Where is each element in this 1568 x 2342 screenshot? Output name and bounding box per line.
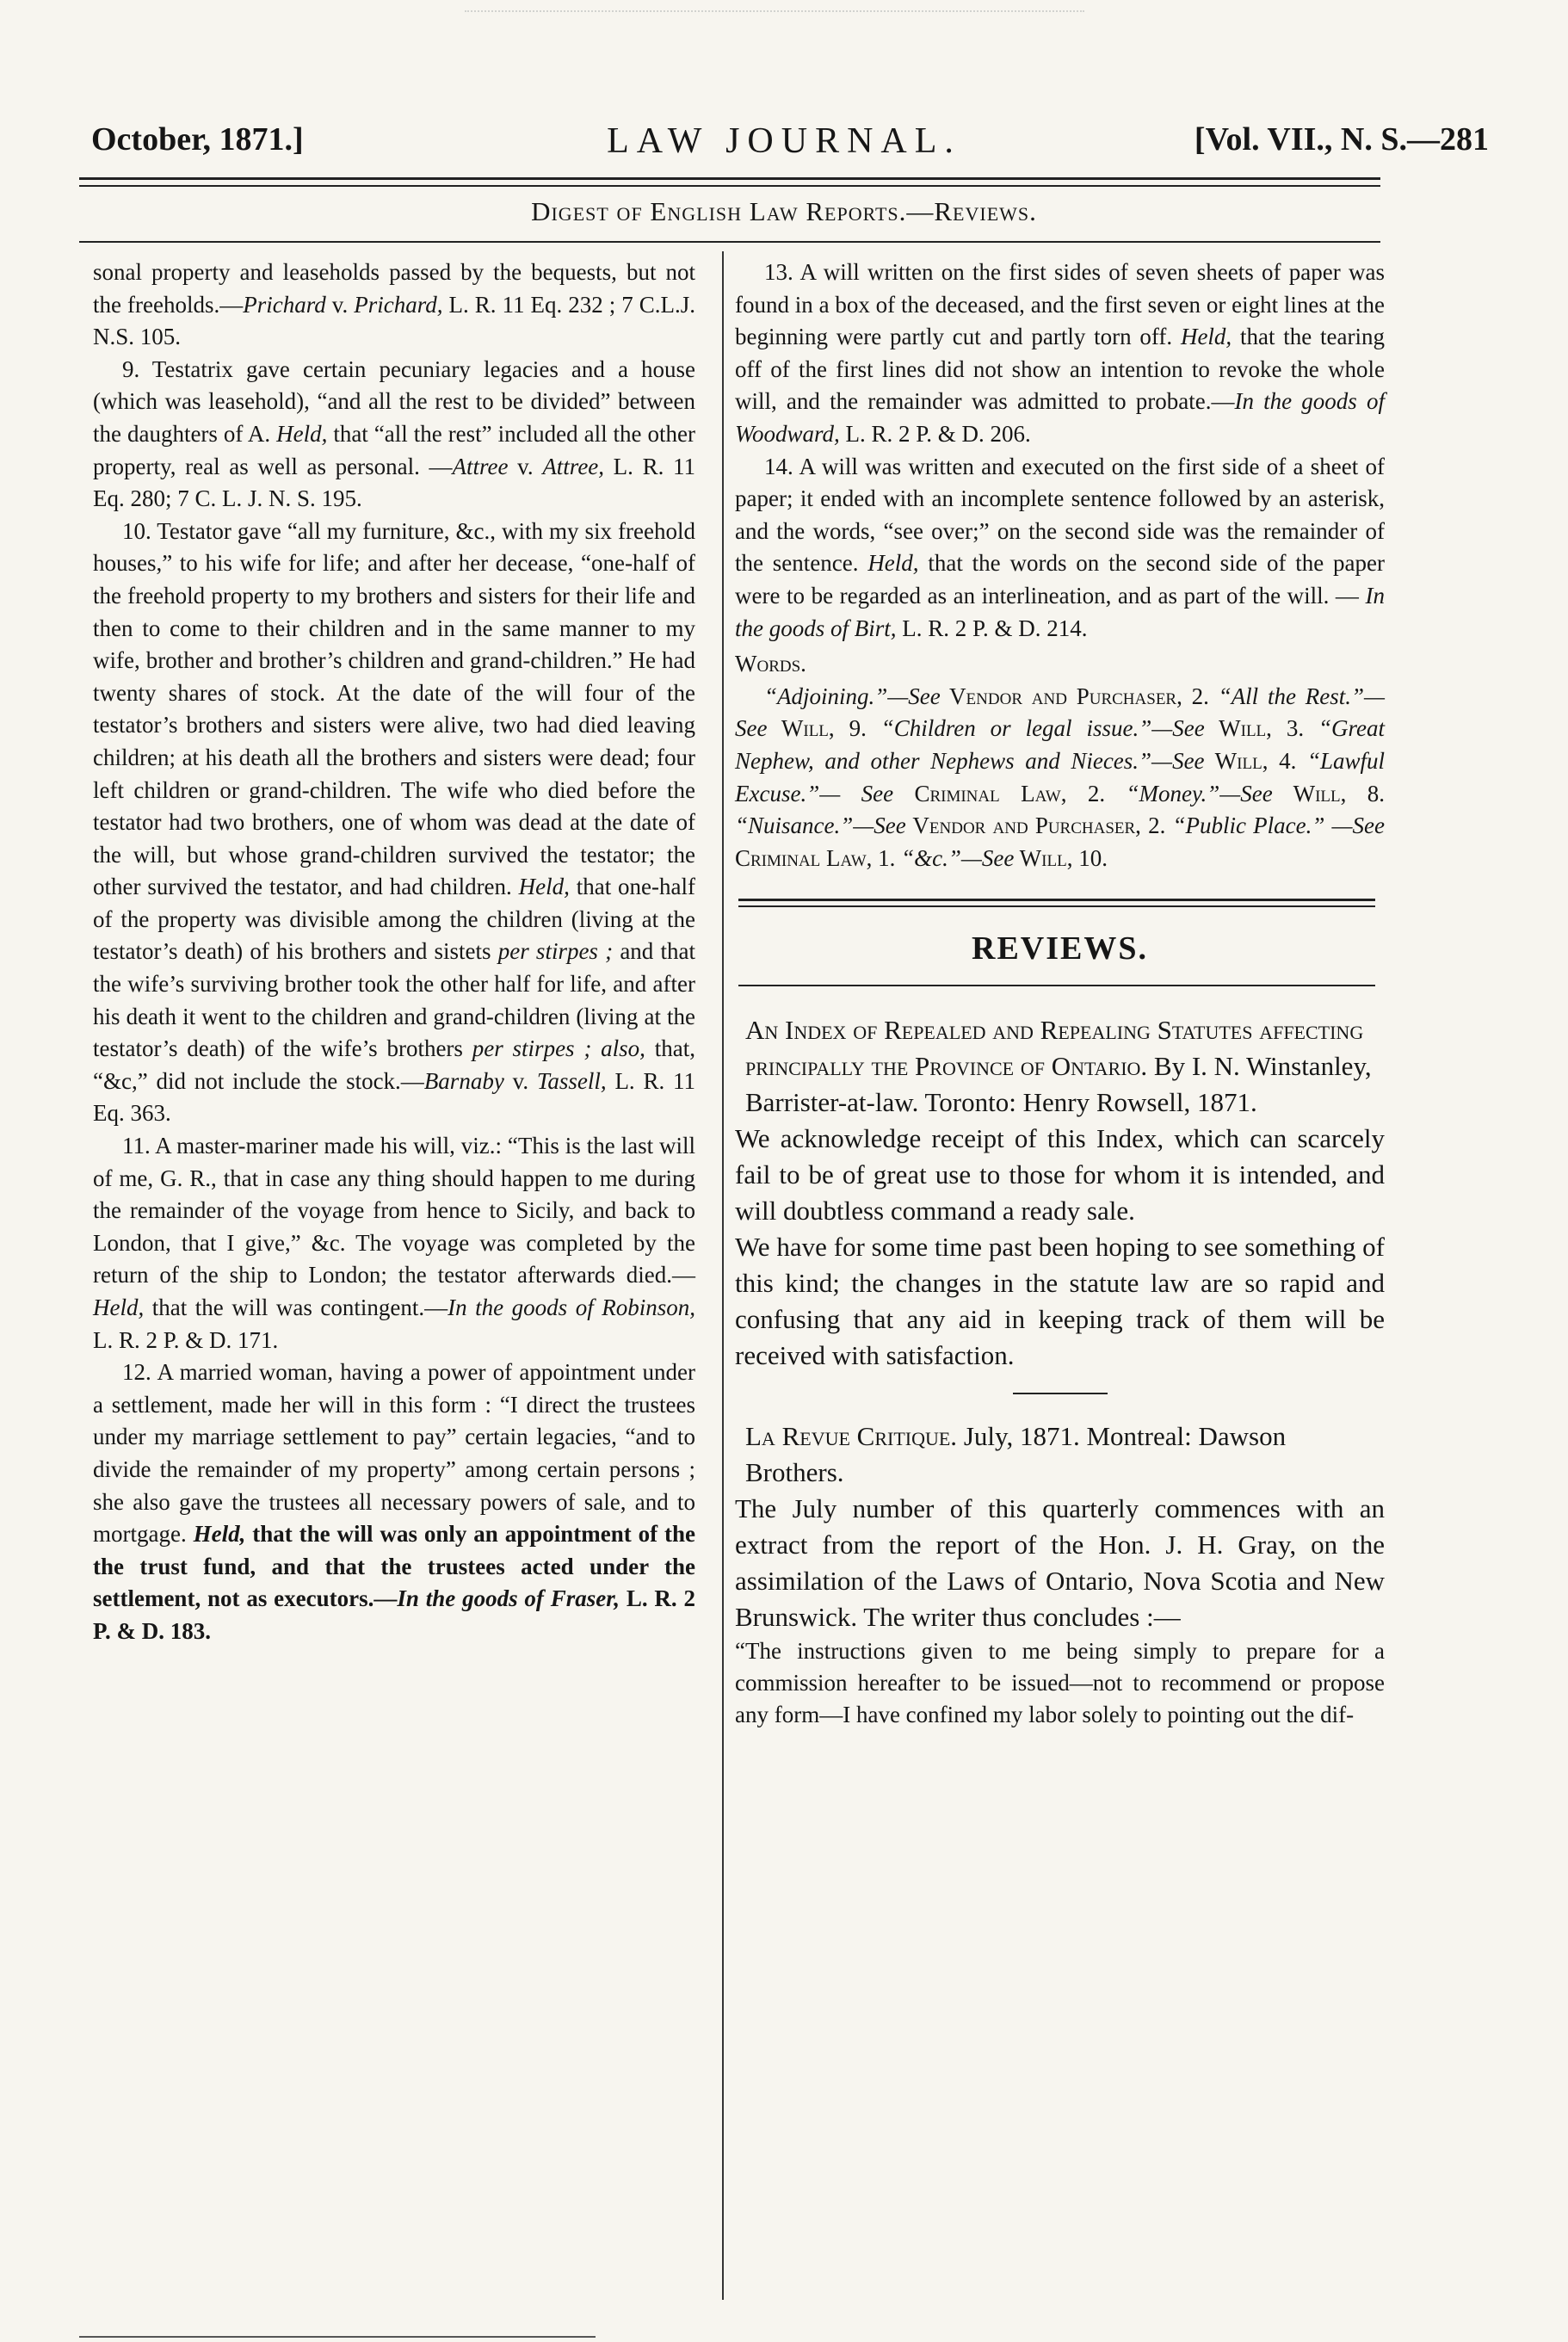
- digest-entry-11: 11. A master-mariner made his will, viz.: “This is the last will of me, G. R., that in case any thing should happen to me during the remainder of the voyage from hence to Sicily, and back to London, that I give,” &c. The voyage was completed by the return of the ship to London; the testator afterwards died.—Held, that the will was contingent.—In the goods of Robinson, L. R. 2 P. & D. 171.: [93, 1133, 695, 1353]
- running-header: [79, 120, 1489, 172]
- digest-entry-12: 12. A married woman, having a power of appointment under a settlement, made her will in this form : “I direct the trustees under my marriage settlement to pay” certain legacies, “and to divide the remainder of my property” among certain persons ; she also gave the trustees all necessary powers of sale, and to mortgage. Held, that the will was only an appointment of the the trust fund, and that the trustees acted under the settlement, not as executors.—In the goods of Fraser, L. R. 2 P. & D. 183.: [93, 1359, 695, 1644]
- left-column: [93, 256, 695, 1648]
- journal-title: LAW JOURNAL.: [607, 121, 961, 161]
- digest-entry-10: 10. Testator gave “all my furniture, &c., with my six freehold houses,” to his wife for life; and after her decease, “one-half of the freehold property to my brothers and sisters for their life and then to come to their children and in the same manner to my wife, brother and brother’s children and grand-children.” He had twenty shares of stock. At the date of the will four of the testator’s brothers and sisters were alive, two had died leaving children; at his death all the brothers and sisters were dead; four left children or grand-children. The wife who died before the testator had two brothers, one of whom was dead at the date of the will, but whose grand-children survived the testator; the other survived the testator, and had children. Held, that one-half of the property was divisible among the children (living at the testator’s death) of his brothers and sistets per stirpes ; and that the wife’s surviving brother took the other half for life, and after his death it went to the children and grand-children (living at the testator’s death) of the wife’s brothers per stirpes ; also, that, “&c,” did not include the stock.—Barnaby v. Tassell, L. R. 11 Eq. 363.: [93, 517, 695, 1127]
- section-rule: [79, 241, 1380, 243]
- scan-specks: [465, 10, 1084, 15]
- header-rule-top: [79, 177, 1380, 180]
- reviews-heading: REVIEWS.: [972, 930, 1148, 967]
- review-paragraph-2: We have for some time past been hoping to see something of this kind; the changes in the statute law are so rapid and confusing that any aid in keeping track of them will be received with satisfaction.: [735, 1231, 1385, 1370]
- column-divider: [722, 251, 724, 2300]
- review-book-title-1: An Index of Repealed and Repealing Statutes affecting principally the Province of Ontario. By I. N. Winstanley, Barrister-at-law. Toronto: Henry Rowsell, 1871.: [745, 1014, 1372, 1117]
- words-index: “Adjoining.”—See Vendor and Purchaser, 2. “All the Rest.”—See Will, 9. “Children or legal issue.”—See Will, 3. “Great Nephew, and other Nephews and Nieces.”—See Will, 4. “Lawful Excuse.”— See Criminal Law, 2. “Money.”—See Will, 8. “Nuisance.”—See Vendor and Purchaser, 2. “Public Place.” —See Criminal Law, 1. “&c.”—See Will, 10.: [735, 683, 1385, 871]
- reviews-rule-top: [738, 899, 1375, 901]
- volume-page: [Vol. VII., N. S.—281: [1194, 121, 1489, 158]
- review-paragraph-1: We acknowledge receipt of this Index, which can scarcely fail to be of great use to those for whom it is intended, and will doubtless command a ready sale.: [735, 1122, 1385, 1226]
- words-heading: Words.: [735, 651, 806, 677]
- digest-entry-14: 14. A will was written and executed on the first side of a sheet of paper; it ended with an incomplete sentence followed by an asterisk, and the words, “see over;” on the second side was the remainder of the sentence. Held, that the words on the second side of the paper were to be regarded as an interlineation, and as part of the will. — In the goods of Birt, L. R. 2 P. & D. 214.: [735, 453, 1386, 641]
- header-rule-bottom: [79, 185, 1380, 187]
- page-bottom-edge: [79, 2336, 596, 2338]
- review-paragraph-3: The July number of this quarterly commences with an extract from the report of the Hon. J. H. Gray, on the assimilation of the Laws of Ontario, Nova Scotia and New Brunswick. The writer thus concludes :—: [735, 1492, 1385, 1632]
- reviews-rule-top-2: [738, 905, 1375, 907]
- digest-entry-13: 13. A will written on the first sides of seven sheets of paper was found in a box of the deceased, and the first seven or eight lines at the beginning were partly cut and partly torn off. Held, that the tearing off of the first lines did not show an intention to revoke the whole will, and the remainder was admitted to probate.—In the goods of Woodward, L. R. 2 P. & D. 206.: [735, 259, 1385, 447]
- section-title: Digest of English Law Reports.—Reviews.: [531, 196, 1037, 226]
- right-column: [735, 256, 1385, 1731]
- reviews-rule-bottom: [738, 985, 1375, 986]
- review-quote: “The instructions given to me being simply to prepare for a commission hereafter to be issued—not to recommend or propose any form—I have confined my labor solely to pointing out the dif-: [735, 1637, 1385, 1727]
- digest-entry-8-cont: sonal property and leaseholds passed by the bequests, but not the freeholds.—Prichard v. Prichard, L. R. 11 Eq. 232 ; 7 C.L.J. N.S. 105.: [93, 259, 695, 350]
- review-book-title-2: La Revue Critique. July, 1871. Montreal: Dawson Brothers.: [745, 1420, 1287, 1487]
- review-separator: [1013, 1393, 1108, 1394]
- issue-date: October, 1871.]: [91, 121, 304, 158]
- digest-entry-9: 9. Testatrix gave certain pecuniary legacies and a house (which was leasehold), “and all the rest to be divided” between the daughters of A. Held, that “all the rest” included all the other property, real as well as personal. —Attree v. Attree, L. R. 11 Eq. 280; 7 C. L. J. N. S. 195.: [93, 355, 695, 512]
